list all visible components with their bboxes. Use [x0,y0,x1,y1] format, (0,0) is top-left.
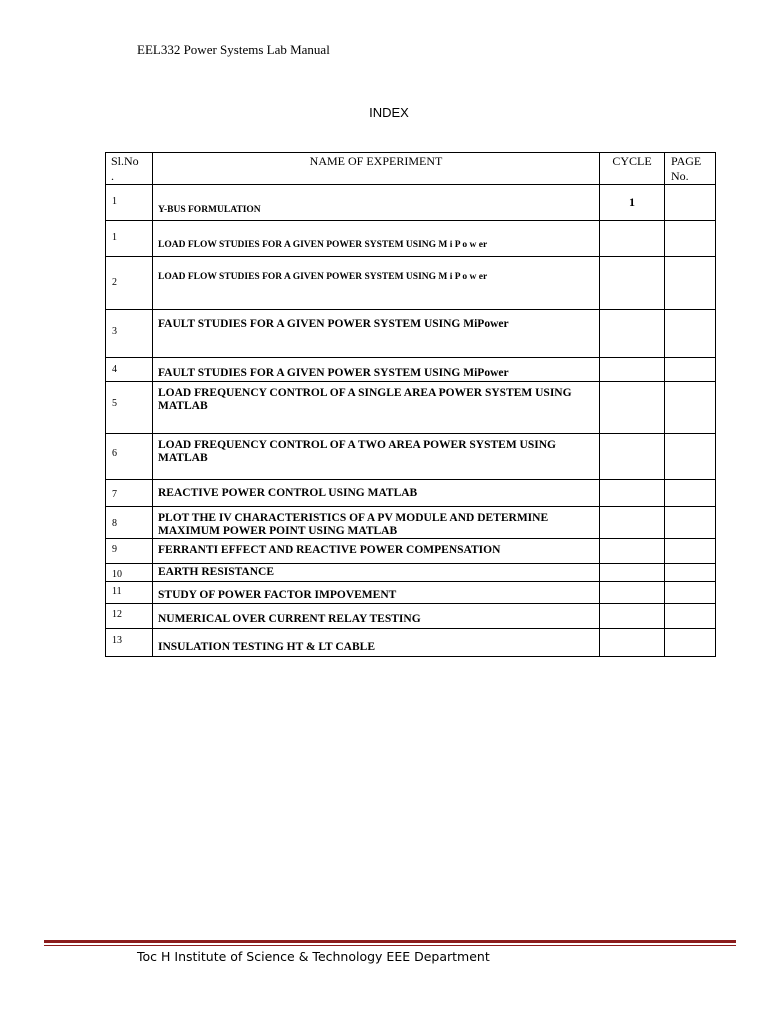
sl-no-value: 6 [112,448,117,459]
experiment-name: FAULT STUDIES FOR A GIVEN POWER SYSTEM USING MiPower [158,318,509,330]
page-no-cell [665,434,716,480]
table-row [106,185,716,221]
cycle-cell [600,604,665,629]
experiment-name: PLOT THE IV CHARACTERISTICS OF A PV MODULE AND DETERMINE MAXIMUM POWER POINT USING MATLAB [158,512,549,537]
experiment-name: LOAD FLOW STUDIES FOR A GIVEN POWER SYSTEM USING M i P o w er [158,272,488,282]
experiment-name-cell [153,564,600,582]
sl-no-value: 9 [112,544,117,555]
cycle-cell [600,382,665,434]
table-row [106,434,716,480]
sl-no-value: 10 [112,569,122,580]
cycle-cell [600,507,665,539]
cycle-cell [600,185,665,221]
table-row [106,382,716,434]
page-no-cell [665,564,716,582]
cycle-cell [600,480,665,507]
table-row [106,221,716,257]
experiment-name: EARTH RESISTANCE [158,566,275,578]
cycle-cell [600,582,665,604]
header-sl-no: Sl.No . [106,153,153,185]
table-row [106,564,716,582]
index-table-container [105,152,715,657]
sl-no-cell [106,629,153,657]
sl-no-value: 12 [112,609,122,620]
experiment-name-cell [153,434,600,480]
sl-no-value: 13 [112,635,122,646]
experiment-name-cell [153,221,600,257]
page-no-cell [665,539,716,564]
sl-no-value: 8 [112,518,117,529]
table-row [106,629,716,657]
page-no-cell [665,310,716,358]
sl-no-cell [106,434,153,480]
experiment-name-cell [153,539,600,564]
sl-no-value: 1 [112,232,117,243]
experiment-name-cell [153,629,600,657]
page-no-cell [665,629,716,657]
sl-no-value: 1 [112,196,117,207]
experiment-name-cell [153,358,600,382]
experiment-name-cell [153,480,600,507]
cycle-cell [600,310,665,358]
table-row [106,257,716,310]
table-row [106,358,716,382]
sl-no-cell [106,257,153,310]
header-cycle: CYCLE [600,153,665,185]
table-header-row [106,153,716,185]
index-table [105,152,716,657]
sl-no-cell [106,382,153,434]
sl-no-value: 11 [112,586,122,597]
experiment-name-cell [153,257,600,310]
header-page-no: PAGE No. [665,153,716,185]
document-header: EEL332 Power Systems Lab Manual [137,42,330,57]
sl-no-cell [106,221,153,257]
sl-no-cell [106,539,153,564]
page-no-cell [665,358,716,382]
sl-no-cell [106,564,153,582]
experiment-name: Y-BUS FORMULATION [158,205,261,215]
page-no-cell [665,604,716,629]
page-no-cell [665,257,716,310]
header-name-of-experiment: NAME OF EXPERIMENT [153,153,600,185]
experiment-name: STUDY OF POWER FACTOR IMPOVEMENT [158,589,397,601]
sl-no-value: 2 [112,277,117,288]
table-row [106,507,716,539]
footer-text: Toc H Institute of Science & Technology EEE Department [137,949,490,964]
page-no-cell [665,185,716,221]
experiment-name-cell [153,185,600,221]
experiment-name: LOAD FREQUENCY CONTROL OF A TWO AREA POWER SYSTEM USING MATLAB [158,439,556,464]
cycle-cell [600,629,665,657]
table-row [106,582,716,604]
footer-rule [44,940,736,946]
cycle-cell [600,221,665,257]
experiment-name-cell [153,582,600,604]
table-row [106,310,716,358]
table-row [106,604,716,629]
sl-no-cell [106,185,153,221]
sl-no-cell [106,604,153,629]
experiment-name: FERRANTI EFFECT AND REACTIVE POWER COMPENSATION [158,544,501,556]
index-title: INDEX [369,105,409,120]
table-row [106,539,716,564]
sl-no-cell [106,507,153,539]
sl-no-value: 7 [112,489,117,500]
cycle-cell [600,257,665,310]
experiment-name: FAULT STUDIES FOR A GIVEN POWER SYSTEM USING MiPower [158,367,509,379]
page-no-cell [665,221,716,257]
sl-no-cell [106,480,153,507]
experiment-name: LOAD FREQUENCY CONTROL OF A SINGLE AREA POWER SYSTEM USING MATLAB [158,387,572,412]
experiment-name-cell [153,310,600,358]
table-row [106,480,716,507]
sl-no-value: 4 [112,364,117,375]
experiment-name-cell [153,382,600,434]
experiment-name-cell [153,507,600,539]
experiment-name: REACTIVE POWER CONTROL USING MATLAB [158,487,418,499]
experiment-name: NUMERICAL OVER CURRENT RELAY TESTING [158,613,421,625]
experiment-name: INSULATION TESTING HT & LT CABLE [158,641,375,653]
sl-no-cell [106,358,153,382]
sl-no-value: 3 [112,326,117,337]
experiment-name: LOAD FLOW STUDIES FOR A GIVEN POWER SYSTEM USING M i P o w er [158,240,488,250]
page-no-cell [665,582,716,604]
page-no-cell [665,507,716,539]
sl-no-cell [106,310,153,358]
cycle-value: 1 [629,195,635,209]
cycle-cell [600,358,665,382]
cycle-cell [600,434,665,480]
page-no-cell [665,480,716,507]
cycle-cell [600,564,665,582]
sl-no-cell [106,582,153,604]
sl-no-value: 5 [112,398,117,409]
cycle-cell [600,539,665,564]
page-no-cell [665,382,716,434]
experiment-name-cell [153,604,600,629]
